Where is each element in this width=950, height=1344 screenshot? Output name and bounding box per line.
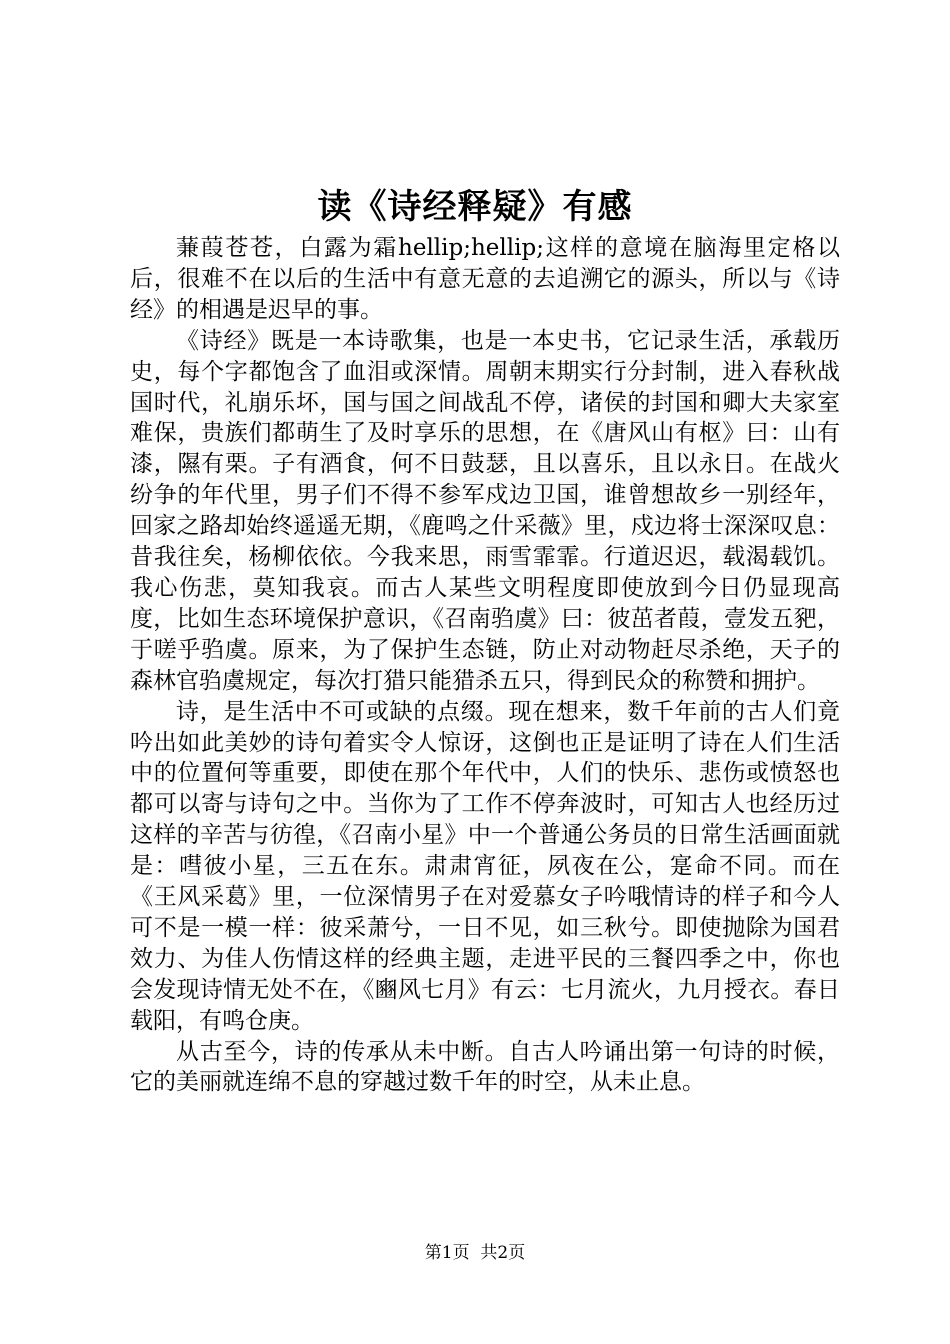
paragraph-1: 蒹葭苍苍，白露为霜hellip;hellip;这样的意境在脑海里定格以后，很难不在以后的生活中有意无意的去追溯它的源头，所以与《诗经》的相遇是迟早的事。	[130, 235, 840, 323]
document-body	[130, 233, 840, 1098]
paragraph-2: 《诗经》既是一本诗歌集，也是一本史书，它记录生活，承载历史，每个字都饱含了血泪或深情。周朝末期实行分封制，进入春秋战国时代，礼崩乐坏，国与国之间战乱不停，诸侯的封国和卿大夫家室难保，贵族们都萌生了及时享乐的思想，在《唐风山有枢》曰：山有漆，隰有栗。子有酒食，何不日鼓瑟，且以喜乐，且以永日。在战火纷争的年代里，男子们不得不参军戍边卫国，谁曾想故乡一别经年，回家之路却始终遥遥无期，《鹿鸣之什采薇》里，戍边将士深深叹息：昔我往矣，杨柳依依。今我来思，雨雪霏霏。行道迟迟，载渴载饥。我心伤悲，莫知我哀。而古人某些文明程度即使放到今日仍显现高度，比如生态环境保护意识，《召南驺虞》曰：彼茁者葭，壹发五豝，于嗟乎驺虞。原来，为了保护生态链，防止对动物赶尽杀绝，天子的森林官驺虞规定，每次打猎只能猎杀五只，得到民众的称赞和拥护。	[130, 327, 840, 694]
page-number-current: 第1页	[424, 1243, 470, 1263]
page-number-total: 共2页	[480, 1243, 526, 1263]
paragraph-3: 诗，是生活中不可或缺的点缀。现在想来，数千年前的古人们竟吟出如此美妙的诗句着实令人惊讶，这倒也正是证明了诗在人们生活中的位置何等重要，即使在那个年代中，人们的快乐、悲伤或愤怒也都可以寄与诗句之中。当你为了工作不停奔波时，可知古人也经历过这样的辛苦与彷徨，《召南小星》中一个普通公务员的日常生活画面就是：嘒彼小星，三五在东。肃肃宵征，夙夜在公，寔命不同。而在《王风采葛》里，一位深情男子在对爱慕女子吟哦情诗的样子和今人可不是一模一样：彼采萧兮，一日不见，如三秋兮。即使抛除为国君效力、为佳人伤情这样的经典主题，走进平民的三餐四季之中，你也会发现诗情无处不在，《豳风七月》有云：七月流火，九月授衣。春日载阳，有鸣仓庚。	[130, 698, 840, 1034]
page-footer	[0, 1241, 950, 1265]
footer-separator	[470, 1243, 481, 1263]
paragraph-4: 从古至今，诗的传承从未中断。自古人吟诵出第一句诗的时候，它的美丽就连绵不息的穿越过数千年的时空，从未止息。	[130, 1038, 840, 1096]
document-title: 读《诗经释疑》有感	[317, 187, 633, 227]
